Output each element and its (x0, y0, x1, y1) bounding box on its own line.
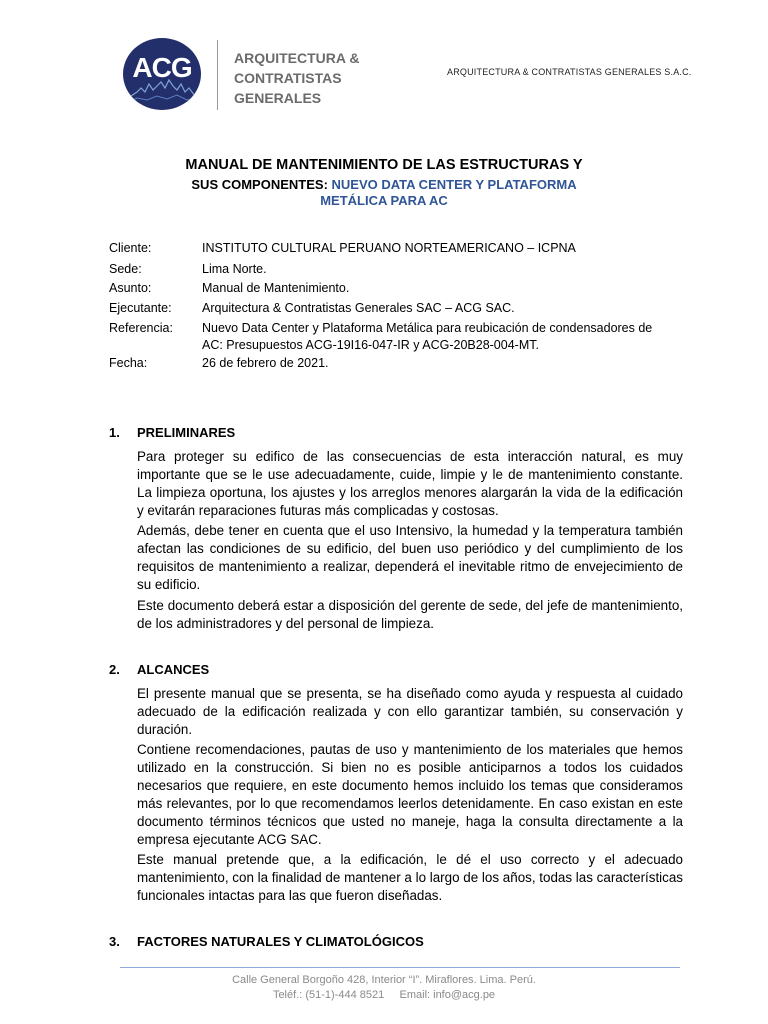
section-title: PRELIMINARES (137, 425, 236, 440)
company-line: CONTRATISTAS (234, 70, 342, 86)
meta-value: Arquitectura & Contratistas Generales SAC – ACG SAC. (202, 301, 515, 315)
meta-label: Asunto: (109, 281, 152, 295)
header-divider (217, 40, 218, 110)
title-project-name: NUEVO DATA CENTER Y PLATAFORMA (331, 177, 577, 192)
acg-logo (123, 38, 201, 110)
paragraph: Este documento deberá estar a disposición del gerente de sede, del jefe de mantenimiento, de los administradores y del personal de limpieza. (137, 598, 683, 631)
section-number: 2. (109, 662, 120, 677)
section-title: FACTORES NATURALES Y CLIMATOLÓGICOS (137, 934, 424, 949)
company-full-name: ARQUITECTURA & CONTRATISTAS GENERALES S.A.C. (447, 67, 692, 77)
meta-label: Fecha: (109, 356, 148, 370)
meta-value: 26 de febrero de 2021. (202, 356, 329, 370)
meta-value: INSTITUTO CULTURAL PERUANO NORTEAMERICANO – ICPNA (202, 241, 576, 255)
meta-value: Manual de Mantenimiento. (202, 281, 350, 295)
paragraph: Este manual pretende que, a la edificación, le dé el uso correcto y el adecuado mantenimiento, con la finalidad de mantener a lo largo de los años, todas las características funcionales intactas para las que fueron diseñadas. (137, 852, 683, 903)
document-title-line3: METÁLICA PARA AC (320, 193, 448, 208)
section-number: 3. (109, 934, 120, 949)
footer-address: Calle General Borgoño 428, Interior “I”. Miraflores. Lima. Perú. (232, 974, 536, 986)
section-title: ALCANCES (137, 662, 210, 677)
paragraph: Además, debe tener en cuenta que el uso Intensivo, la humedad y la temperatura también afectan las condiciones de su edificio, del buen uso periódico y del cumplimiento de los requisitos de mantenimiento a realizar, dependerá el inevitable ritmo de envejecimiento de su edificio. (137, 523, 683, 592)
meta-label: Sede: (109, 262, 142, 276)
meta-value: Lima Norte. (202, 262, 267, 276)
footer-contact: Teléf.: (51-1)-444 8521 Email: info@acg.pe (272, 989, 496, 1001)
footer-divider (120, 967, 680, 968)
company-name-block (234, 48, 359, 108)
document-title-line2 (0, 177, 768, 192)
document-title-line1: MANUAL DE MANTENIMIENTO DE LAS ESTRUCTURAS Y (185, 157, 583, 173)
meta-label: Cliente: (109, 241, 152, 255)
title-subject-label: SUS COMPONENTES: (191, 177, 328, 192)
logo-text: ACG (132, 52, 192, 83)
paragraph: El presente manual que se presenta, se ha diseñado como ayuda y respuesta al cuidado adecuado de la edificación realizada y con ello garantizar también, su conservación y duración. (137, 686, 683, 737)
paragraph: Contiene recomendaciones, pautas de uso y mantenimiento de los materiales que hemos utilizado en la construcción. Si bien no es posible anticiparnos a todos los cuidados necesarios que requiere, en este documento hemos incluido los temas que consideramos más relevantes, por lo que recomendamos leerlos detenidamente. En caso existan en este documento términos técnicos que usted no maneje, haga la consulta directamente a la empresa ejecutante ACG SAC. (137, 742, 683, 847)
meta-label: Referencia: (109, 321, 173, 335)
section-number: 1. (109, 425, 120, 440)
company-line: ARQUITECTURA & (234, 50, 360, 66)
paragraph: Para proteger su edifico de las consecuencias de esta interacción natural, es muy importante que se le use adecuadamente, cuide, limpie y le de mantenimiento constante. La limpieza oportuna, los ajustes y los arreglos menores alargarán la vida de la edificación y evitarán reparaciones futuras más complicadas y costosas. (137, 449, 683, 518)
company-line: GENERALES (234, 90, 322, 106)
meta-value: Nuevo Data Center y Plataforma Metálica para reubicación de condensadores de AC: Presupuestos ACG-19I16-047-IR y ACG-20B28-004-MT. (202, 321, 653, 352)
meta-label: Ejecutante: (109, 301, 172, 315)
